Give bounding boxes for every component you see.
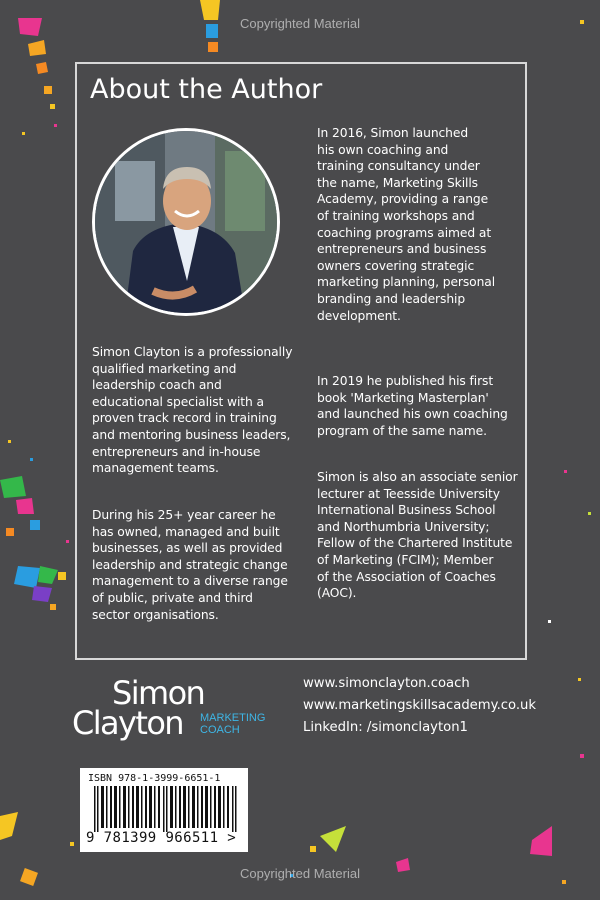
isbn-barcode (80, 768, 248, 852)
bio-paragraph-5: Simon is also an associate senior lecturer at Teesside University International Business School and Northumbria University; Fellow of the Chartered Institute of Marketing (FCIM); Member of the Association of Coaches (AOC). (317, 470, 518, 601)
logo-last-name: Clayton (72, 704, 183, 742)
watermark-top: Copyrighted Material (240, 16, 360, 31)
isbn-label: ISBN 978-1-3999-6651-1 (88, 773, 221, 784)
bio-paragraph-3: In 2016, Simon launched his own coaching and training consultancy under the name, Marketing Skills Academy, providing a range of training workshops and coaching programs aimed at entrepreneurs and business owners covering strategic marketing planning, personal branding and leadership development. (317, 126, 496, 323)
watermark-bottom: Copyrighted Material (240, 866, 360, 881)
logo-subtitle-1: MARKETING (200, 712, 266, 724)
contact-linkedin: LinkedIn: /simonclayton1 (303, 720, 468, 735)
author-portrait (92, 128, 280, 316)
page-title: About the Author (90, 74, 323, 105)
portrait-photo-icon (95, 131, 277, 313)
logo-subtitle-2: COACH (200, 724, 240, 736)
contact-website-1: www.simonclayton.coach (303, 676, 470, 691)
bio-paragraph-2: During his 25+ year career he has owned, managed and built businesses, as well as provided leadership and strategic change management to a diverse range of public, private and third sector organisations. (92, 508, 288, 622)
contact-website-2: www.marketingskillsacademy.co.uk (303, 698, 537, 713)
logo-first-name: Simon (112, 674, 205, 712)
barcode-bars-icon (94, 786, 240, 832)
bio-paragraph-1: Simon Clayton is a professionally qualified marketing and leadership coach and educational specialist with a proven track record in training and mentoring business leaders, entrepreneurs and in-house management teams. (92, 345, 293, 476)
bio-paragraph-4: In 2019 he published his first book 'Marketing Masterplan' and launched his own coaching program of the same name. (317, 374, 508, 438)
barcode-digits: 9 781399 966511 > (86, 830, 237, 846)
